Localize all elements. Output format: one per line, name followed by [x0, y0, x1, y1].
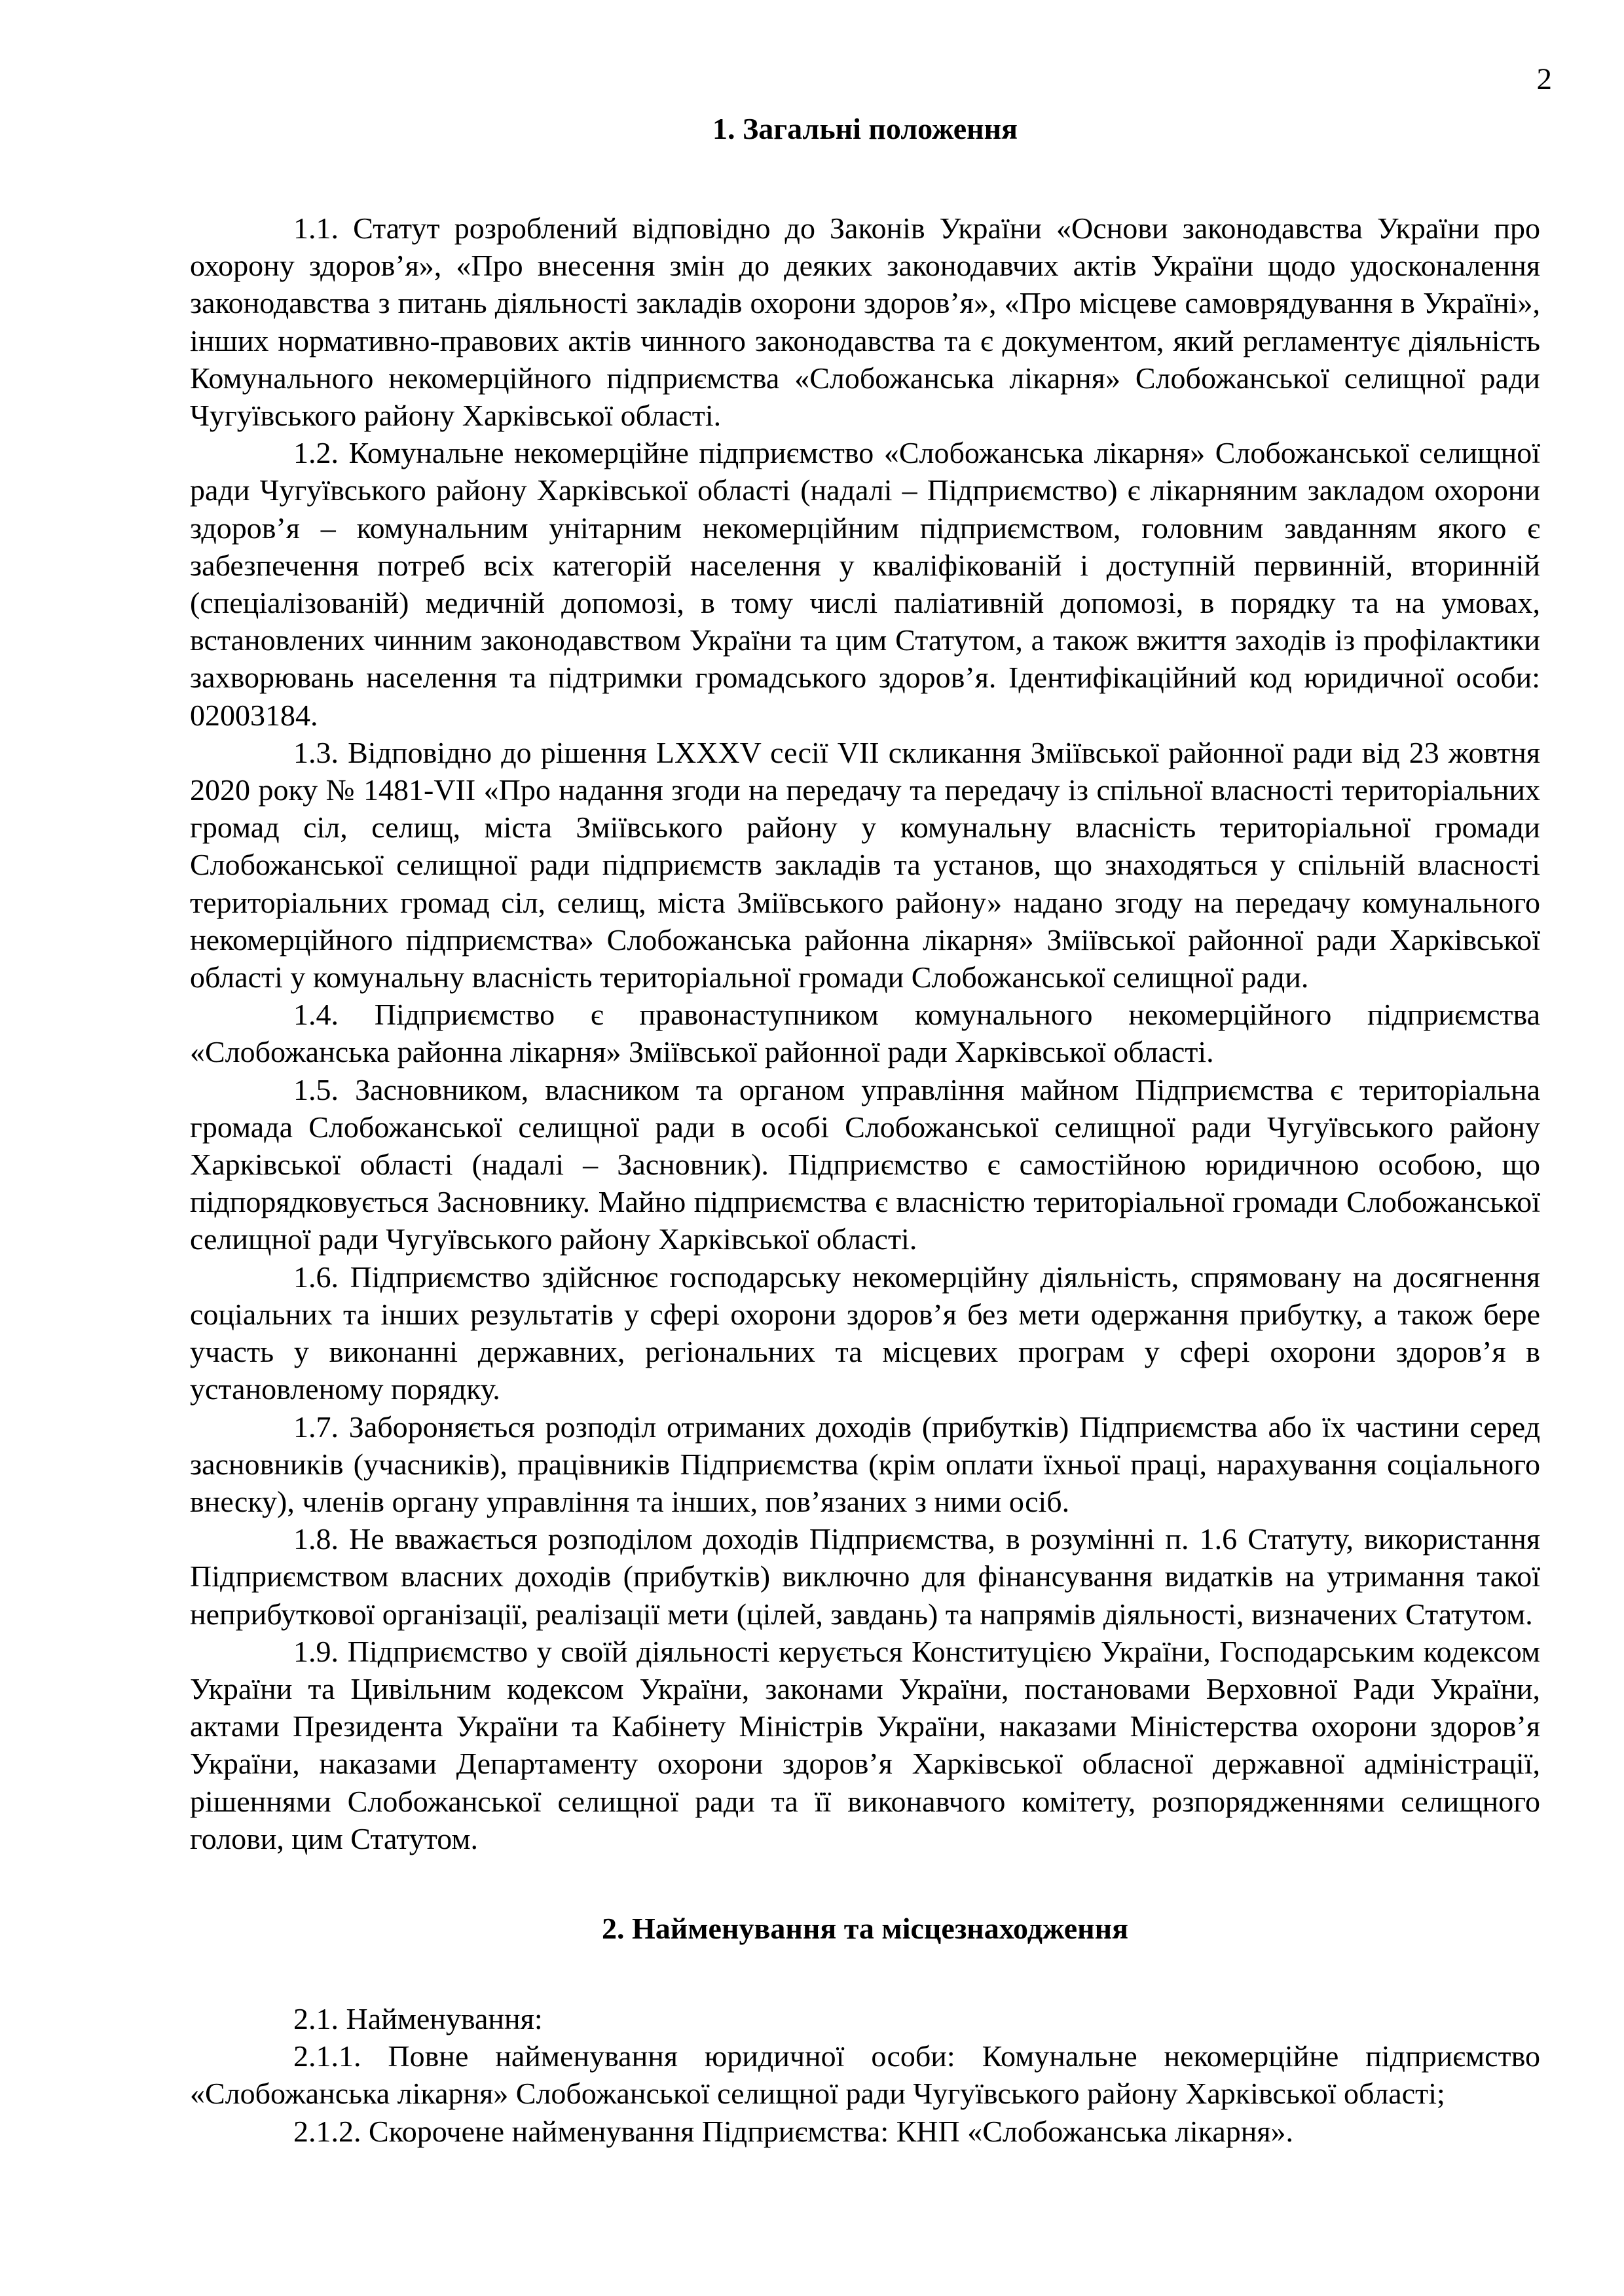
paragraph-2-1: 2.1. Найменування: — [293, 2001, 543, 2035]
section-2-title: 2. Найменування та місцезнаходження — [601, 1911, 1129, 1945]
paragraph-2-1-1: 2.1.1. Повне найменування юридичної особи: Комунальне некомерційне підприємство «Слобожанська лікарня» Слобожанської селищної ради Чугуївського району Харківської області; — [190, 2039, 1540, 2111]
paragraph-1-9: 1.9. Підприємство у своїй діяльності керується Конституцією України, Господарським кодексом України та Цивільним кодексом України, законами України, постановами Верховної Ради України, актами Президента України та Кабінету Міністрів України, наказами Міністерства охорони здоров’я України, наказами Департаменту охорони здоров’я Харківської обласної державної адміністрації, рішеннями Слобожанської селищної ради та її виконавчого комітету, розпорядженнями селищного голови, цим Статутом. — [190, 1634, 1540, 1855]
paragraph-1-7: 1.7. Забороняється розподіл отриманих доходів (прибутків) Підприємства або їх частини серед засновників (учасників), працівників Підприємства (крім оплати їхньої праці, нарахування соціального внеску), членів органу управління та інших, пов’язаних з ними осіб. — [190, 1410, 1540, 1518]
paragraph-1-6: 1.6. Підприємство здійснює господарську некомерційну діяльність, спрямовану на досягнення соціальних та інших результатів у сфері охорони здоров’я без мети одержання прибутку, а також бере участь у виконанні державних, регіональних та місцевих програм у сфері охорони здоров’я в установленому порядку. — [190, 1260, 1540, 1406]
paragraph-1-5: 1.5. Засновником, власником та органом управління майном Підприємства є територіальна громада Слобожанської селищної ради в особі Слобожанської селищної ради Чугуївського району Харківської області (надалі – Засновник). Підприємство є самостійною юридичною особою, що підпорядковується Засновнику. Майно підприємства є власністю територіальної громади Слобожанської селищної ради Чугуївського району Харківської області. — [190, 1072, 1540, 1256]
paragraph-1-2: 1.2. Комунальне некомерційне підприємство «Слобожанська лікарня» Слобожанської селищної ради Чугуївського району Харківської області (надалі – Підприємство) є лікарняним закладом охорони здоров’я – комунальним унітарним некомерційним підприємством, головним завданням якого є забезпечення потреб всіх категорій населення у кваліфікованій і доступній первинній, вторинній (спеціалізованій) медичній допомозі, в тому числі паліативній допомозі, в порядку та на умовах, встановлених чинним законодавством України та цим Статутом, а також вжиття заходів із профілактики захворювань населення та підтримки громадського здоров’я. Ідентифікаційний код юридичної особи: 02003184. — [190, 436, 1540, 732]
paragraph-1-3: 1.3. Відповідно до рішення LXXXV сесії VII скликання Зміївської районної ради від 23 жовтня 2020 року № 1481-VII «Про надання згоди на передачу та передачу із спільної власності територіальних громад сіл, селищ, міста Зміївського району у комунальну власність територіальної громади Слобожанської селищної ради підприємств закладів та установ, що знаходяться у спільній власності територіальних громад сіл, селищ, міста Зміївського району» надано згоду на передачу комунального некомерційного підприємства» Слобожанська районна лікарня» Зміївської районної ради Харківської області у комунальну власність територіальної громади Слобожанської селищної ради. — [190, 735, 1540, 994]
paragraph-2-1-2: 2.1.2. Скорочене найменування Підприємства: КНП «Слобожанська лікарня». — [293, 2114, 1294, 2148]
paragraph-1-8: 1.8. Не вважається розподілом доходів Підприємства, в розумінні п. 1.6 Статуту, використання Підприємством власних доходів (прибутків) виключно для фінансування видатків на утримання такої неприбуткової організації, реалізації мети (цілей, завдань) та напрямів діяльності, визначених Статутом. — [190, 1522, 1540, 1631]
page-number: 2 — [1536, 62, 1552, 96]
section-1-title: 1. Загальні положення — [712, 112, 1018, 145]
paragraph-1-1: 1.1. Статут розроблений відповідно до Законів України «Основи законодавства України про охорону здоров’я», «Про внесення змін до деяких законодавчих актів України щодо удосконалення законодавства з питань діяльності закладів охорони здоров’я», «Про місцеве самоврядування в Україні», інших нормативно-правових актів чинного законодавства та є документом, який регламентує діяльність Комунального некомерційного підприємства «Слобожанська лікарня» Слобожанської селищної ради Чугуївського району Харківської області. — [190, 211, 1540, 433]
document-body — [190, 110, 1540, 2150]
paragraph-1-4: 1.4. Підприємство є правонаступником комунального некомерційного підприємства «Слобожанська районна лікарня» Зміївської районної ради Харківської області. — [190, 998, 1540, 1069]
